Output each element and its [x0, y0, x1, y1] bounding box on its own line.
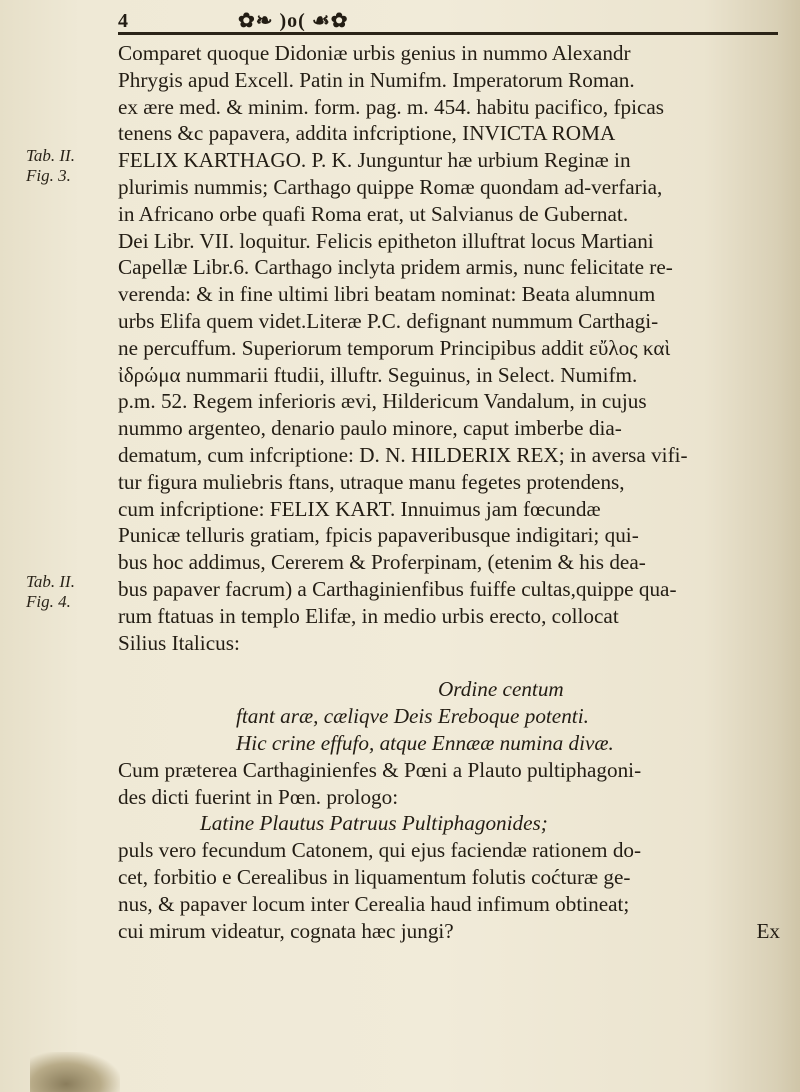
- text-line: urbs Elifa quem videt.Literæ P.C. defignant nummum Carthagi-: [118, 308, 659, 333]
- text-line: dematum, cum infcriptione: D. N. HILDERIX REX; in aversa vifi-: [118, 442, 688, 467]
- text-line: nummo argenteo, denario paulo minore, caput imberbe dia-: [118, 416, 622, 441]
- margin-note-tab: Tab. II.: [26, 572, 75, 591]
- spacer: [118, 656, 788, 676]
- header-rule: [118, 32, 778, 35]
- text-line: FELIX KARTHAGO. P. K. Junguntur hæ urbium Reginæ in: [118, 148, 631, 173]
- running-header: [118, 0, 778, 34]
- text-line: bus papaver facrum) a Carthaginienfibus fuiffe cultas,quippe qua-: [118, 576, 677, 601]
- text-line: bus hoc addimus, Cererem & Proferpinam, (etenim & his dea-: [118, 550, 646, 575]
- text-line: Cum præterea Carthaginienfes & Pœni a Plauto pultiphagoni-: [118, 757, 642, 782]
- header-ornament: ✿❧ )o( ☙✿: [238, 10, 349, 32]
- text-line: ne percuffum. Superiorum temporum Principibus addit εὔλος καὶ: [118, 335, 671, 360]
- ink-stain: [30, 1052, 120, 1092]
- verse-line: Ordine centum: [438, 677, 564, 702]
- text-line: in Africano orbe quafi Roma erat, ut Salvianus de Gubernat.: [118, 201, 629, 226]
- text-line: des dicti fuerint in Pœn. prologo:: [118, 784, 399, 809]
- page-number: 4: [118, 10, 128, 32]
- text-line: cet, forbitio e Cerealibus in liquamentum folutis coćturæ ge-: [118, 864, 631, 889]
- text-line: Silius Italicus:: [118, 630, 240, 655]
- margin-note-fig-4: [26, 572, 75, 612]
- text-line: Punicæ telluris gratiam, fpicis papaveribusque indigitari; qui-: [118, 523, 639, 548]
- text-line: rum ftatuas in templo Elifæ, in medio urbis erecto, collocat: [118, 603, 619, 628]
- margin-note-fig-3: [26, 146, 75, 186]
- text-line: tur figura muliebris ftans, utraque manu fegetes protendens,: [118, 469, 625, 494]
- text-line: ex ære med. & minim. form. pag. m. 454. habitu pacifico, fpicas: [118, 94, 665, 119]
- main-text-block: [118, 40, 788, 944]
- text-line: Phrygis apud Excell. Patin in Numifm. Imperatorum Roman.: [118, 67, 635, 92]
- margin-note-fig: Fig. 3.: [26, 166, 71, 185]
- text-line: puls vero fecundum Catonem, qui ejus faciendæ rationem do-: [118, 838, 642, 863]
- text-line: nus, & papaver locum inter Cerealia haud infimum obtineat;: [118, 891, 630, 916]
- text-line: ἰδρώμα nummarii ftudii, illuftr. Seguinus, in Select. Numifm.: [118, 362, 638, 387]
- closing-line-text: cui mirum videatur, cognata hæc jungi?: [118, 918, 454, 943]
- verse-line: ftant aræ, cæliqve Deis Ereboque potenti.: [236, 704, 589, 729]
- text-line: p.m. 52. Regem inferioris ævi, Hildericum Vandalum, in cujus: [118, 389, 647, 414]
- text-line: [118, 918, 788, 945]
- text-line: cum infcriptione: FELIX KART. Innuimus jam fœcundæ: [118, 496, 601, 521]
- text-line: tenens &c papavera, addita infcriptione, INVICTA ROMA: [118, 121, 616, 146]
- text-line: verenda: & in fine ultimi libri beatam nominat: Beata alumnum: [118, 282, 656, 307]
- verse-line: Latine Plautus Patruus Pultiphagonides;: [200, 811, 548, 836]
- verse-line: Hic crine effufo, atque Ennææ numina divæ.: [236, 730, 614, 755]
- text-line: Comparet quoque Didoniæ urbis genius in nummo Alexandr: [118, 41, 631, 65]
- text-line: plurimis nummis; Carthago quippe Romæ quondam ad-verfaria,: [118, 174, 663, 199]
- margin-note-fig: Fig. 4.: [26, 592, 71, 611]
- text-line: Dei Libr. VII. loquitur. Felicis epitheton illuftrat locus Martiani: [118, 228, 654, 253]
- margin-note-tab: Tab. II.: [26, 146, 75, 165]
- text-line: Capellæ Libr.6. Carthago inclyta pridem armis, nunc felicitate re-: [118, 255, 673, 280]
- catchword: Ex: [756, 918, 780, 943]
